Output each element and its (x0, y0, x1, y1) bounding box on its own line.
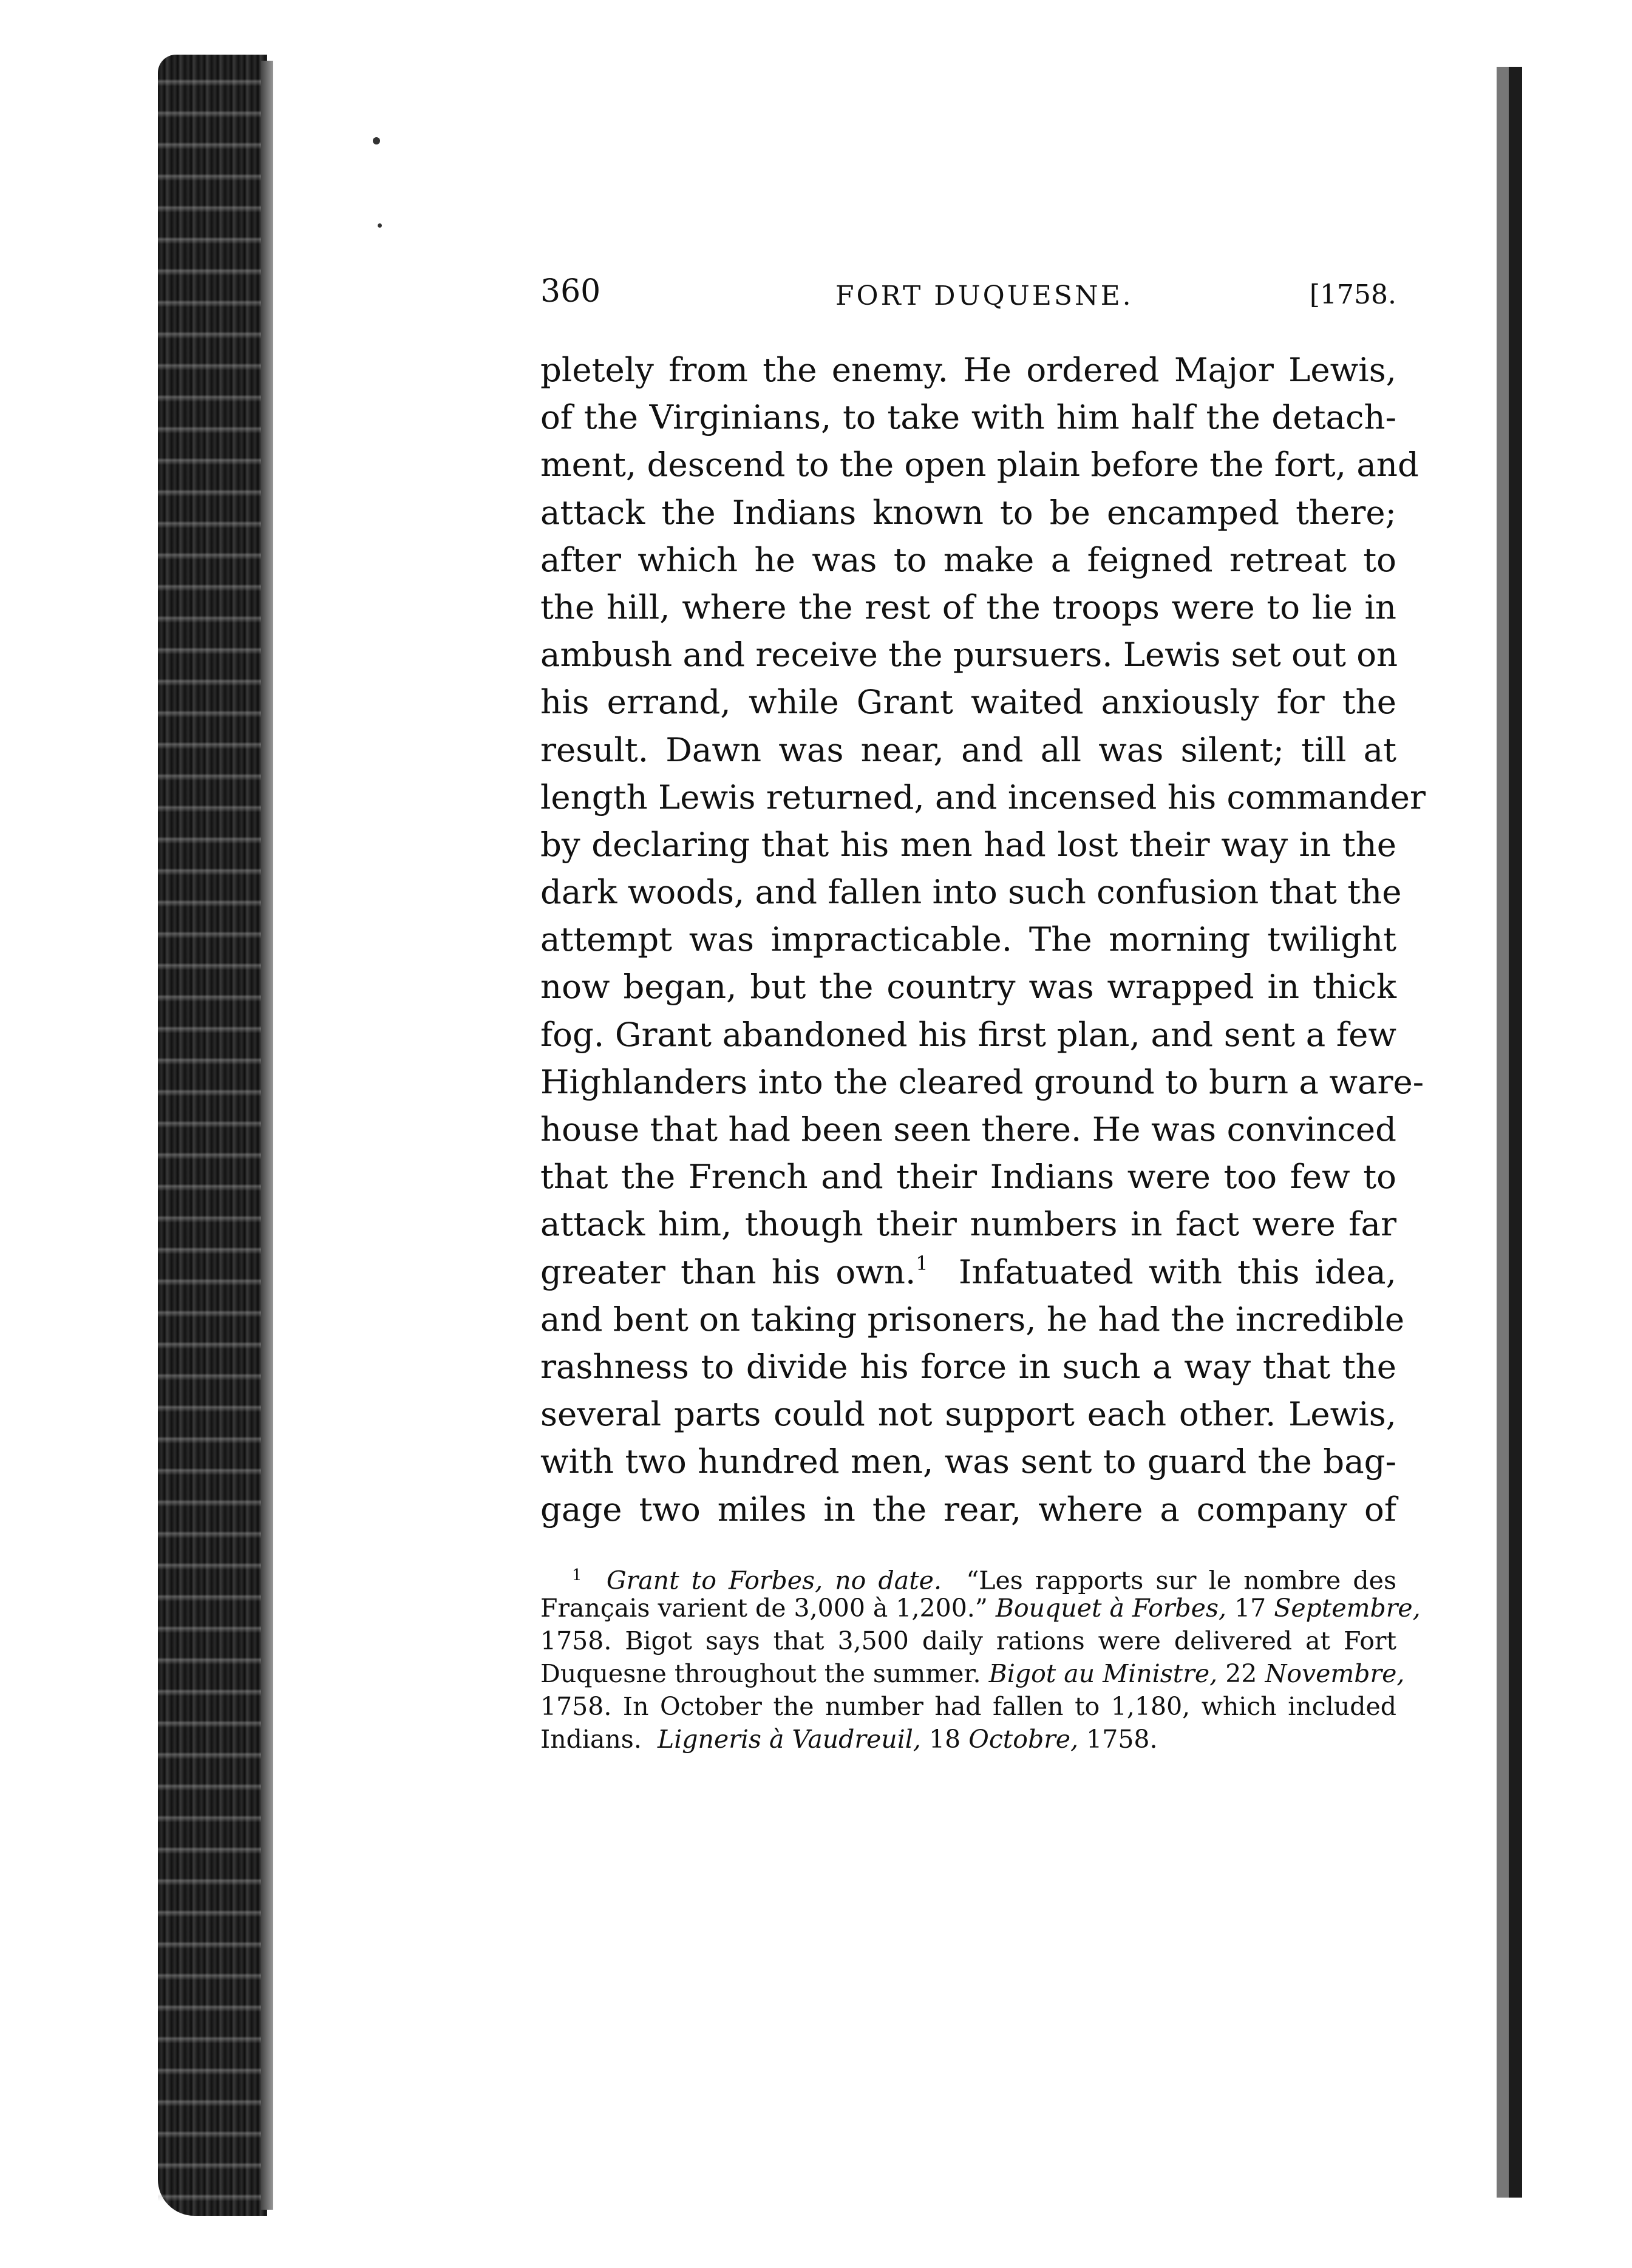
text-line: pletely from the enemy. He ordered Major Lewis, (540, 350, 1396, 389)
running-year: [1758. (1309, 279, 1396, 310)
text-line: attempt was impracticable. The morning twilight (540, 920, 1396, 959)
running-head (540, 267, 1396, 316)
text-line: now began, but the country was wrapped in thick (540, 967, 1396, 1007)
text-segment: greater than his own. (540, 1252, 916, 1291)
citation: Octobre, (968, 1725, 1079, 1754)
text-line: after which he was to make a feigned retreat to (540, 540, 1396, 579)
text-line: gage two miles in the rear, where a company of (540, 1489, 1396, 1529)
text-line: several parts could not support each other. Lewis, (540, 1394, 1396, 1434)
text-line: his errand, while Grant waited anxiously for the (540, 682, 1396, 722)
footnote-line (540, 1592, 1421, 1625)
footnote-marker: 1 (572, 1566, 582, 1584)
page-edge-dark (1509, 67, 1522, 2198)
text-line: rashness to divide his force in such a way that the (540, 1346, 1396, 1386)
footnote-text: Duquesne throughout the summer. (540, 1659, 981, 1688)
citation: Bigot au Ministre, (988, 1659, 1218, 1688)
text-line: fog. Grant abandoned his first plan, and sent a few (540, 1014, 1396, 1054)
citation: Grant to Forbes, no date. (606, 1566, 942, 1595)
text-line: of the Virginians, to take with him half the detach- (540, 398, 1396, 437)
footnote (540, 1559, 1421, 1756)
citation: Ligneris à Vaudreuil, (657, 1725, 921, 1754)
footnote-line (540, 1657, 1405, 1690)
page-gutter-shadow (261, 61, 273, 2210)
footnote-text: 1758. (1086, 1725, 1158, 1754)
dust-speck (373, 137, 380, 144)
footnote-text: Français varient de 3,000 à 1,200.” (540, 1594, 988, 1623)
text-line: the hill, where the rest of the troops were to lie in (540, 587, 1396, 626)
footnote-line (540, 1723, 1396, 1756)
text-line: Highlanders into the cleared ground to burn a ware- (540, 1062, 1424, 1101)
chapter-title: FORT DUQUESNE. (835, 280, 1134, 311)
dust-speck (378, 223, 382, 228)
footnote-text: Indians. (540, 1725, 642, 1754)
text-line: length Lewis returned, and incensed his commander (540, 777, 1426, 817)
text-line: attack the Indians known to be encamped there; (540, 492, 1396, 532)
body-text (540, 346, 1426, 1533)
footnote-text: 17 (1234, 1594, 1266, 1623)
text-line: ment, descend to the open plain before the fort, and (540, 445, 1419, 484)
text-line: house that had been seen there. He was convinced (540, 1110, 1396, 1149)
footnote-line: 1758. Bigot says that 3,500 daily rations were delivered at Fort (540, 1626, 1396, 1655)
text-line: dark woods, and fallen into such confusion that the (540, 872, 1402, 912)
footnote-reference: 1 (916, 1251, 928, 1275)
citation: Bouquet à Forbes, (995, 1594, 1227, 1623)
footnote-line: 1758. In October the number had fallen to 1,180, which included (540, 1692, 1396, 1721)
text-line-with-footnote-ref (540, 1248, 1396, 1295)
page-edge (1497, 67, 1509, 2198)
citation: Septembre, (1274, 1594, 1421, 1623)
text-line: result. Dawn was near, and all was silent; till at (540, 730, 1396, 769)
book-spine (158, 55, 267, 2216)
text-line: that the French and their Indians were too few to (540, 1157, 1396, 1197)
footnote-text: “Les rapports sur le nombre des (966, 1566, 1396, 1595)
footnote-text: 18 (929, 1725, 961, 1754)
footnote-text: 22 (1225, 1659, 1257, 1688)
text-line: by declaring that his men had lost their way in the (540, 824, 1396, 864)
text-line: with two hundred men, was sent to guard the bag- (540, 1442, 1396, 1481)
page-number: 360 (540, 273, 601, 310)
text-segment: Infatuated with this idea, (958, 1252, 1397, 1291)
text-line: ambush and receive the pursuers. Lewis set out on (540, 635, 1398, 674)
citation: Novembre, (1265, 1659, 1405, 1688)
text-line: attack him, though their numbers in fact were far (540, 1204, 1396, 1244)
footnote-line (540, 1559, 1396, 1595)
text-line: and bent on taking prisoners, he had the incredible (540, 1299, 1405, 1339)
